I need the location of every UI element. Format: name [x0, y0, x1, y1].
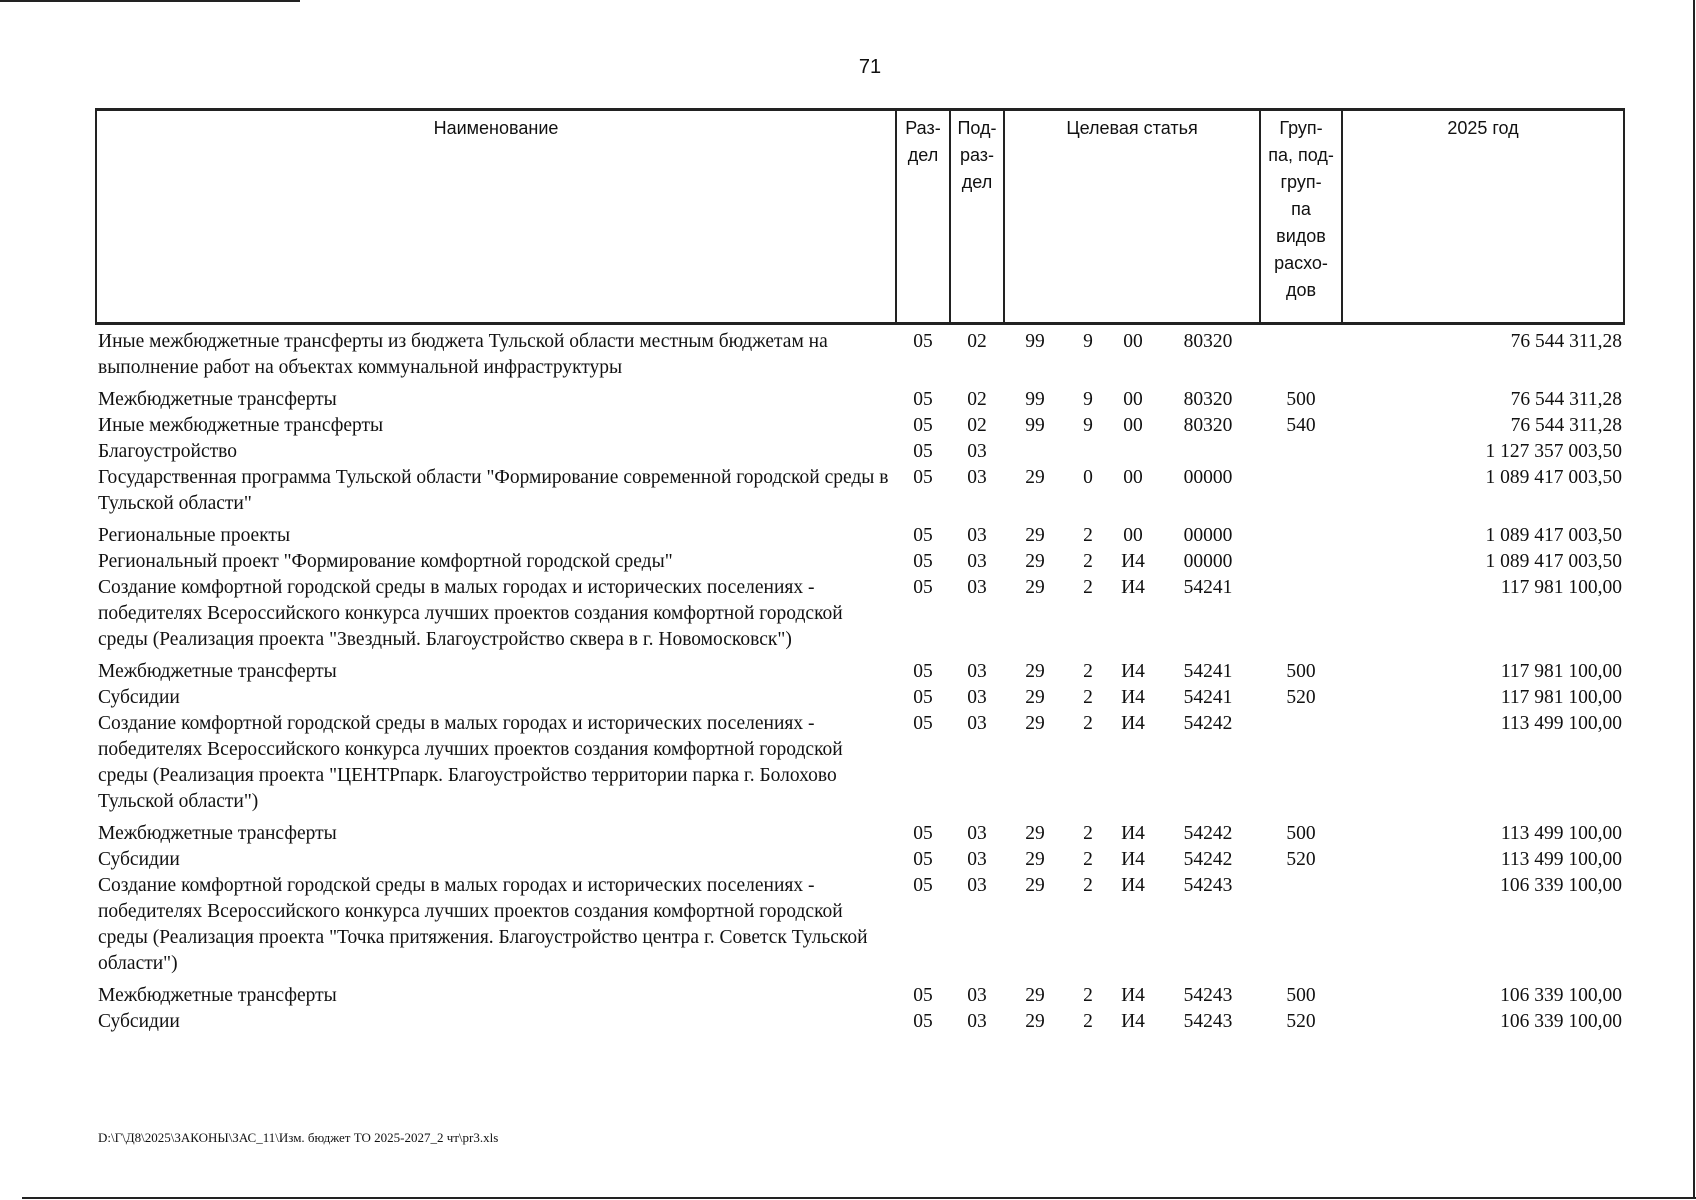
- cell-expense-group: [1260, 465, 1342, 523]
- cell-amount-2025: 106 339 100,00: [1500, 875, 1623, 896]
- cell-target-project: И4: [1121, 687, 1145, 708]
- header-name: Наименование: [96, 110, 896, 324]
- cell-amount-2025: 1 089 417 003,50: [1485, 467, 1623, 488]
- cell-amount-2025: 1 089 417 003,50: [1485, 551, 1623, 572]
- cell-section: 05: [913, 849, 933, 870]
- cell-target-project: [1110, 439, 1156, 465]
- cell-target-program: 99: [1025, 415, 1045, 436]
- cell-amount-2025: 1 127 357 003,50: [1485, 441, 1623, 462]
- cell-amount-2025: 1 089 417 003,50: [1485, 525, 1623, 546]
- cell-subsection: 02: [967, 415, 987, 436]
- header-subsection: Под- раз- дел: [950, 110, 1004, 324]
- cell-name: Межбюджетные трансферты: [98, 985, 337, 1006]
- cell-target-program: 29: [1025, 577, 1045, 598]
- table-row: [96, 575, 1624, 659]
- cell-expense-group: [1260, 324, 1342, 388]
- cell-subsection: 03: [967, 713, 987, 734]
- cell-expense-group: 520: [1286, 1011, 1316, 1032]
- cell-target-project: И4: [1121, 849, 1145, 870]
- cell-target-subprogram: 2: [1083, 577, 1093, 598]
- file-path-footer: D:\Г\Д8\2025\ЗАКОНЫ\ЗАС_11\Изм. бюджет ТО 2025-2027_2 чт\pr3.xls: [98, 1130, 499, 1145]
- cell-expense-group: 500: [1286, 823, 1316, 844]
- table-row: [96, 439, 1624, 465]
- cell-name: Государственная программа Тульской области "Формирование современной городской среды в Тульской области": [98, 467, 889, 514]
- cell-target-direction: 80320: [1183, 331, 1233, 352]
- cell-subsection: 03: [967, 875, 987, 896]
- page-number: 71: [858, 56, 882, 78]
- cell-section: 05: [913, 525, 933, 546]
- scan-border-bottom: [22, 1197, 1696, 1199]
- table-row: [96, 659, 1624, 685]
- table-row: [96, 983, 1624, 1009]
- cell-target-project: И4: [1121, 551, 1145, 572]
- header-target-article: Целевая статья: [1004, 110, 1260, 324]
- cell-subsection: 03: [967, 985, 987, 1006]
- cell-target-direction: 54242: [1183, 849, 1233, 870]
- table-row: [96, 523, 1624, 549]
- cell-expense-group: 500: [1286, 389, 1316, 410]
- cell-target-project: 00: [1123, 467, 1143, 488]
- cell-amount-2025: 117 981 100,00: [1500, 687, 1623, 708]
- cell-name: Межбюджетные трансферты: [98, 661, 337, 682]
- cell-target-project: И4: [1121, 985, 1145, 1006]
- cell-target-program: 29: [1025, 661, 1045, 682]
- cell-target-direction: 54243: [1183, 1011, 1233, 1032]
- cell-subsection: 03: [967, 467, 987, 488]
- cell-amount-2025: 76 544 311,28: [1510, 389, 1623, 410]
- table-row: [96, 413, 1624, 439]
- cell-target-program: 29: [1025, 525, 1045, 546]
- cell-target-subprogram: 2: [1083, 687, 1093, 708]
- cell-name: Межбюджетные трансферты: [98, 823, 337, 844]
- cell-target-program: 29: [1025, 875, 1045, 896]
- cell-amount-2025: 76 544 311,28: [1510, 415, 1623, 436]
- cell-subsection: 03: [967, 551, 987, 572]
- cell-expense-group: [1260, 523, 1342, 549]
- cell-target-subprogram: 2: [1083, 713, 1093, 734]
- cell-amount-2025: 113 499 100,00: [1500, 849, 1623, 870]
- cell-target-subprogram: 2: [1083, 551, 1093, 572]
- cell-name: Благоустройство: [98, 441, 237, 462]
- cell-section: 05: [913, 389, 933, 410]
- cell-target-program: 29: [1025, 823, 1045, 844]
- header-section: Раз- дел: [896, 110, 950, 324]
- cell-section: 05: [913, 661, 933, 682]
- table-header-row: [96, 110, 1624, 324]
- cell-section: 05: [913, 415, 933, 436]
- cell-subsection: 03: [967, 577, 987, 598]
- cell-target-project: 00: [1123, 331, 1143, 352]
- table-row: [96, 873, 1624, 983]
- cell-subsection: 03: [967, 1011, 987, 1032]
- cell-name: Создание комфортной городской среды в малых городах и исторических поселениях - победителях Всероссийского конкурса лучших проектов создания комфортной городской среды (Реализация проекта "Звездный. Благоустройство сквера в г. Новомосковск"): [98, 577, 843, 650]
- cell-target-subprogram: 0: [1083, 467, 1093, 488]
- cell-name: Иные межбюджетные трансферты из бюджета Тульской области местным бюджетам на выполнение работ на объектах коммунальной инфраструктуры: [98, 331, 828, 378]
- cell-expense-group: [1260, 439, 1342, 465]
- cell-expense-group: [1260, 873, 1342, 983]
- cell-target-subprogram: [1066, 439, 1110, 465]
- cell-name: Создание комфортной городской среды в малых городах и исторических поселениях - победителях Всероссийского конкурса лучших проектов создания комфортной городской среды (Реализация проекта "Точка притяжения. Благоустройство центра г. Советск Тульской области"): [98, 875, 868, 974]
- table-row: [96, 324, 1624, 388]
- table-row: [96, 549, 1624, 575]
- table-row: [96, 685, 1624, 711]
- cell-section: 05: [913, 331, 933, 352]
- cell-target-project: 00: [1123, 389, 1143, 410]
- cell-target-project: 00: [1123, 525, 1143, 546]
- cell-amount-2025: 106 339 100,00: [1500, 1011, 1623, 1032]
- cell-target-direction: 54242: [1183, 713, 1233, 734]
- cell-target-program: [1004, 439, 1066, 465]
- cell-target-subprogram: 2: [1083, 823, 1093, 844]
- cell-target-program: 29: [1025, 687, 1045, 708]
- cell-target-subprogram: 2: [1083, 525, 1093, 546]
- cell-target-direction: 80320: [1183, 415, 1233, 436]
- cell-section: 05: [913, 551, 933, 572]
- cell-name: Региональные проекты: [98, 525, 291, 546]
- cell-target-direction: 00000: [1183, 525, 1233, 546]
- cell-target-project: И4: [1121, 577, 1145, 598]
- cell-amount-2025: 106 339 100,00: [1500, 985, 1623, 1006]
- cell-target-program: 29: [1025, 551, 1045, 572]
- header-expense-group: Груп- па, под- груп- па видов расхо- дов: [1260, 110, 1342, 324]
- cell-target-program: 29: [1025, 467, 1045, 488]
- cell-expense-group: [1260, 549, 1342, 575]
- cell-target-direction: 00000: [1183, 467, 1233, 488]
- cell-name: Межбюджетные трансферты: [98, 389, 337, 410]
- cell-name: Субсидии: [98, 1011, 180, 1032]
- cell-name: Региональный проект "Формирование комфортной городской среды": [98, 551, 673, 572]
- budget-table: [95, 108, 1625, 1035]
- cell-subsection: 03: [967, 823, 987, 844]
- cell-target-project: И4: [1121, 661, 1145, 682]
- cell-name: Создание комфортной городской среды в малых городах и исторических поселениях - победителях Всероссийского конкурса лучших проектов создания комфортной городской среды (Реализация проекта "ЦЕНТРпарк. Благоустройство территории парка г. Болохово Тульской области"): [98, 713, 843, 812]
- cell-section: 05: [913, 1011, 933, 1032]
- cell-subsection: 02: [967, 389, 987, 410]
- cell-target-direction: 54242: [1183, 823, 1233, 844]
- cell-target-direction: 54243: [1183, 875, 1233, 896]
- table-body: [96, 324, 1624, 1036]
- table-row: [96, 711, 1624, 821]
- table-row: [96, 1009, 1624, 1035]
- cell-section: 05: [913, 875, 933, 896]
- cell-target-project: 00: [1123, 415, 1143, 436]
- cell-subsection: 03: [967, 441, 987, 462]
- cell-section: 05: [913, 467, 933, 488]
- table-row: [96, 387, 1624, 413]
- cell-target-program: 99: [1025, 389, 1045, 410]
- cell-target-direction: 54241: [1183, 577, 1233, 598]
- cell-name: Иные межбюджетные трансферты: [98, 415, 384, 436]
- cell-target-direction: 00000: [1183, 551, 1233, 572]
- header-year-2025: 2025 год: [1342, 110, 1624, 324]
- table-row: [96, 821, 1624, 847]
- cell-target-program: 29: [1025, 1011, 1045, 1032]
- cell-target-program: 29: [1025, 985, 1045, 1006]
- cell-expense-group: 500: [1286, 985, 1316, 1006]
- cell-target-subprogram: 2: [1083, 849, 1093, 870]
- cell-subsection: 02: [967, 331, 987, 352]
- cell-target-project: И4: [1121, 875, 1145, 896]
- scan-border-right: [1693, 0, 1695, 1198]
- cell-target-subprogram: 9: [1083, 389, 1093, 410]
- cell-target-project: И4: [1121, 823, 1145, 844]
- cell-amount-2025: 113 499 100,00: [1500, 823, 1623, 844]
- cell-target-direction: 54241: [1183, 661, 1233, 682]
- cell-subsection: 03: [967, 661, 987, 682]
- cell-section: 05: [913, 713, 933, 734]
- cell-subsection: 03: [967, 849, 987, 870]
- cell-expense-group: [1260, 575, 1342, 659]
- cell-target-direction: [1156, 439, 1260, 465]
- cell-target-program: 99: [1025, 331, 1045, 352]
- cell-section: 05: [913, 823, 933, 844]
- cell-amount-2025: 117 981 100,00: [1500, 661, 1623, 682]
- cell-target-direction: 54243: [1183, 985, 1233, 1006]
- cell-target-subprogram: 9: [1083, 331, 1093, 352]
- table-row: [96, 465, 1624, 523]
- cell-section: 05: [913, 577, 933, 598]
- cell-target-direction: 54241: [1183, 687, 1233, 708]
- cell-expense-group: 520: [1286, 849, 1316, 870]
- cell-subsection: 03: [967, 525, 987, 546]
- cell-section: 05: [913, 985, 933, 1006]
- scan-border-top: [0, 0, 300, 2]
- cell-name: Субсидии: [98, 849, 180, 870]
- cell-section: 05: [913, 441, 933, 462]
- cell-amount-2025: 76 544 311,28: [1510, 331, 1623, 352]
- cell-expense-group: [1260, 711, 1342, 821]
- cell-name: Субсидии: [98, 687, 180, 708]
- cell-target-direction: 80320: [1183, 389, 1233, 410]
- cell-amount-2025: 113 499 100,00: [1500, 713, 1623, 734]
- cell-expense-group: 540: [1286, 415, 1316, 436]
- cell-target-subprogram: 9: [1083, 415, 1093, 436]
- cell-target-project: И4: [1121, 1011, 1145, 1032]
- cell-expense-group: 520: [1286, 687, 1316, 708]
- cell-target-subprogram: 2: [1083, 1011, 1093, 1032]
- cell-subsection: 03: [967, 687, 987, 708]
- cell-section: 05: [913, 687, 933, 708]
- cell-target-program: 29: [1025, 849, 1045, 870]
- cell-expense-group: 500: [1286, 661, 1316, 682]
- cell-amount-2025: 117 981 100,00: [1500, 577, 1623, 598]
- cell-target-subprogram: 2: [1083, 985, 1093, 1006]
- cell-target-project: И4: [1121, 713, 1145, 734]
- table-row: [96, 847, 1624, 873]
- cell-target-program: 29: [1025, 713, 1045, 734]
- cell-target-subprogram: 2: [1083, 661, 1093, 682]
- cell-target-subprogram: 2: [1083, 875, 1093, 896]
